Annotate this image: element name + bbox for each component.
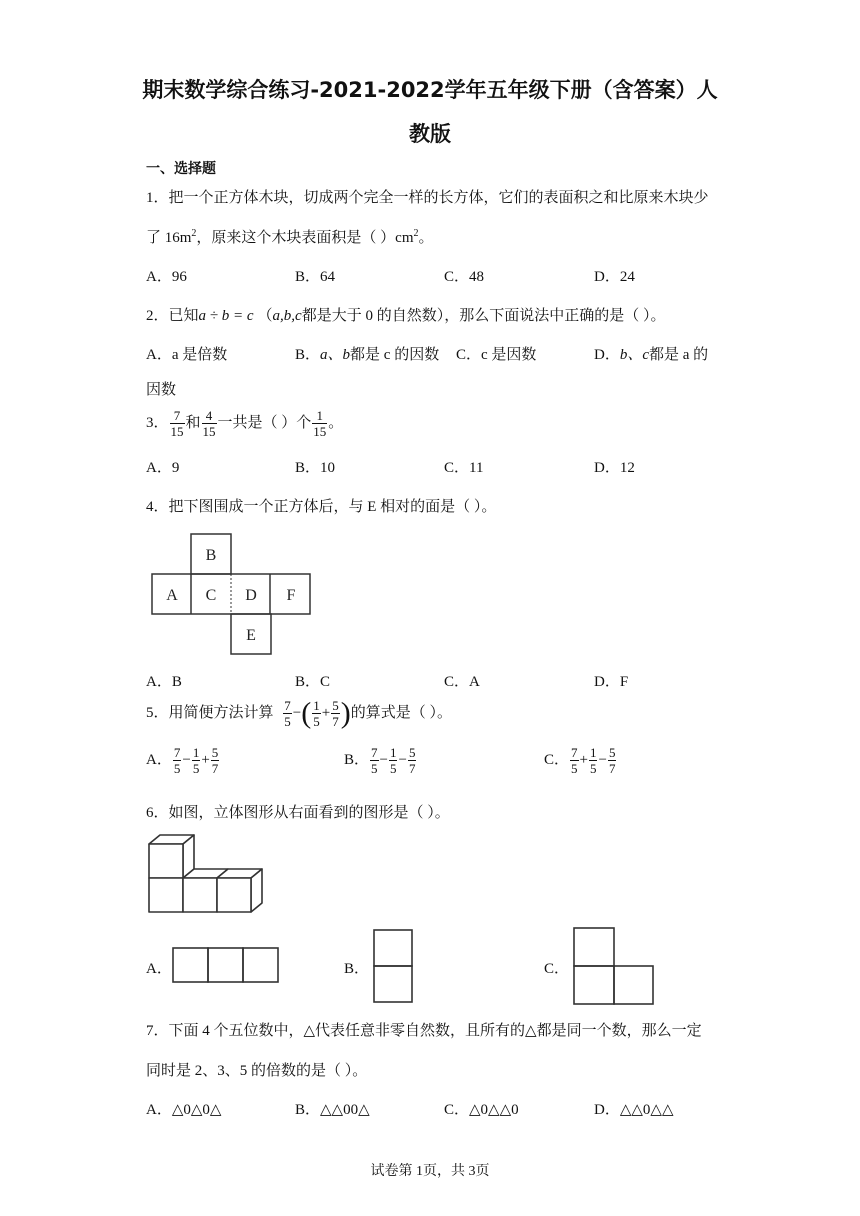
q4-option-c[interactable]: C．A bbox=[444, 674, 480, 690]
q2-optd-text: 都是 a 的 bbox=[649, 347, 709, 363]
q2-expression: a ÷ b = c bbox=[198, 308, 254, 324]
q2-option-c[interactable]: C．c 是因数 bbox=[456, 347, 537, 363]
q6-option-b-label[interactable]: B． bbox=[344, 961, 370, 977]
q5-opt-a-f2: $\frac{1}{5}$ bbox=[192, 745, 200, 776]
net-label-a: A bbox=[166, 587, 178, 604]
q2-optb-vars: a、b bbox=[320, 347, 351, 363]
page-footer: 试卷第 1页，共 3页 bbox=[370, 1164, 490, 1179]
q1-text-b: ，原来这个木块表面积是（ ）cm bbox=[196, 230, 414, 246]
q2-option-b[interactable] bbox=[295, 343, 439, 364]
q3-fraction-1: $\frac{7}{15}$ bbox=[170, 408, 184, 439]
q5-opt-a-label: A． bbox=[146, 751, 172, 768]
q5-frac-b: $\frac{1}{5}$ bbox=[313, 698, 320, 729]
q3-and: 和 bbox=[185, 414, 201, 431]
question-6: 6．如图，立体图形从右面看到的图形是（ ）。 bbox=[146, 805, 450, 821]
question-1-line2 bbox=[146, 226, 434, 247]
q5-opt-c-f3: $\frac{5}{7}$ bbox=[608, 745, 616, 776]
q3-mid: 一共是（ ）个 bbox=[217, 414, 312, 431]
q2-optb-text: 都是 c 的因数 bbox=[350, 347, 440, 363]
net-label-e: E bbox=[246, 627, 256, 644]
q1-option-a[interactable]: A．96 bbox=[146, 269, 187, 285]
q4-option-d[interactable]: D．F bbox=[594, 674, 629, 690]
q7-option-a[interactable]: A．△0△0△ bbox=[146, 1102, 222, 1118]
page-title-line1: 期末数学综合练习-2021-2022学年五年级下册（含答案）人 bbox=[142, 78, 718, 102]
q3-end: 。 bbox=[328, 414, 344, 431]
q2-optd-vars: b、c bbox=[619, 347, 650, 363]
q4-option-b[interactable]: B．C bbox=[295, 674, 331, 690]
q2-prefix: 2．已知 bbox=[146, 308, 199, 324]
page-title-line2: 教版 bbox=[409, 122, 451, 146]
question-7-line1: 7．下面 4 个五位数中，△代表任意非零自然数，且所有的△都是同一个数，那么一定 bbox=[146, 1023, 702, 1039]
q5-opt-b-op1: − bbox=[379, 751, 388, 768]
q5-paren-close: ) bbox=[340, 696, 351, 730]
q2-option-d[interactable] bbox=[594, 343, 708, 364]
q5-opt-a-op2: + bbox=[201, 751, 210, 768]
q4-option-a[interactable]: A．B bbox=[146, 674, 182, 690]
net-label-c: C bbox=[205, 587, 217, 604]
q6-option-a-label[interactable]: A． bbox=[146, 961, 172, 977]
q3-fraction-3: $\frac{1}{15}$ bbox=[313, 408, 327, 439]
q2-paren-open: （ bbox=[257, 308, 273, 324]
q5-opt-c-f1: $\frac{7}{5}$ bbox=[571, 745, 578, 776]
q2-option-d-cont: 因数 bbox=[146, 382, 177, 398]
q5-paren-open: ( bbox=[301, 696, 312, 730]
q5-frac-c: $\frac{5}{7}$ bbox=[332, 698, 339, 729]
q5-opt-b-f2: $\frac{1}{5}$ bbox=[389, 745, 397, 776]
q3-option-b[interactable]: B．10 bbox=[295, 460, 336, 476]
q5-opt-c-op2: − bbox=[598, 751, 607, 768]
q5-opt-a-f1: $\frac{7}{5}$ bbox=[173, 745, 181, 776]
q5-opt-c-label: C． bbox=[544, 751, 570, 768]
solid-figure bbox=[146, 832, 266, 916]
q2-vars: a,b,c bbox=[272, 308, 302, 324]
q6-option-b-figure[interactable] bbox=[372, 928, 416, 1006]
q3-option-a[interactable]: A．9 bbox=[146, 460, 180, 476]
q6-option-c-figure[interactable] bbox=[572, 926, 656, 1006]
q5-opt-a-op1: − bbox=[182, 751, 191, 768]
net-label-b: B bbox=[205, 547, 217, 564]
q3-prefix: 3． bbox=[146, 414, 169, 431]
q2-text: 都是大于 0 的自然数），那么下面说法中正确的是（ ）。 bbox=[301, 308, 666, 324]
q1-option-d[interactable]: D．24 bbox=[594, 269, 635, 285]
q5-minus: − bbox=[292, 704, 302, 721]
q5-opt-b-label: B． bbox=[344, 751, 370, 768]
q5-opt-a-f3: $\frac{5}{7}$ bbox=[211, 745, 219, 776]
question-4: 4．把下图围成一个正方体后，与 E 相对的面是（ ）。 bbox=[146, 499, 497, 515]
section-heading: 一、选择题 bbox=[146, 161, 216, 177]
q5-opt-c-op1: + bbox=[579, 751, 588, 768]
q5-prefix: 5．用简便方法计算 bbox=[146, 704, 274, 721]
q5-option-c[interactable] bbox=[544, 745, 617, 776]
q6-option-c-label[interactable]: C． bbox=[544, 961, 570, 977]
q7-option-c[interactable]: C．△0△△0 bbox=[444, 1102, 519, 1118]
q5-frac-a: $\frac{7}{5}$ bbox=[284, 698, 291, 729]
net-label-f: F bbox=[286, 587, 296, 604]
cube-net-figure bbox=[150, 532, 312, 656]
q1-option-b[interactable]: B．64 bbox=[295, 269, 336, 285]
q1-sup1: 2 bbox=[191, 228, 197, 239]
q5-opt-c-f2: $\frac{1}{5}$ bbox=[589, 745, 597, 776]
q5-plus: + bbox=[321, 704, 331, 721]
net-label-d: D bbox=[245, 587, 257, 604]
question-5 bbox=[146, 698, 452, 729]
q2-optb-label: B． bbox=[295, 347, 321, 363]
q5-opt-b-op2: − bbox=[398, 751, 407, 768]
q7-option-b[interactable]: B．△△00△ bbox=[295, 1102, 370, 1118]
q1-text-a: 了 16m bbox=[146, 230, 192, 246]
question-2 bbox=[146, 304, 665, 325]
q6-option-a-figure[interactable] bbox=[171, 946, 281, 984]
question-7-line2: 同时是 2、3、5 的倍数的是（ ）。 bbox=[146, 1063, 368, 1079]
q1-text-c: 。 bbox=[418, 230, 434, 246]
q5-opt-b-f3: $\frac{5}{7}$ bbox=[408, 745, 416, 776]
q5-option-a[interactable] bbox=[146, 745, 220, 776]
q3-option-d[interactable]: D．12 bbox=[594, 460, 635, 476]
q3-option-c[interactable]: C．11 bbox=[444, 460, 484, 476]
q2-optd-label: D． bbox=[594, 347, 620, 363]
q1-option-c[interactable]: C．48 bbox=[444, 269, 485, 285]
q3-fraction-2: $\frac{4}{15}$ bbox=[202, 408, 216, 439]
q5-option-b[interactable] bbox=[344, 745, 417, 776]
q1-sup2: 2 bbox=[413, 228, 419, 239]
question-1-line1: 1．把一个正方体木块，切成两个完全一样的长方体，它们的表面积之和比原来木块少 bbox=[146, 190, 709, 206]
q5-suffix: 的算式是（ ）。 bbox=[350, 704, 452, 721]
q5-opt-b-f1: $\frac{7}{5}$ bbox=[371, 745, 378, 776]
question-3 bbox=[146, 408, 343, 439]
q7-option-d[interactable]: D．△△0△△ bbox=[594, 1102, 674, 1118]
q2-option-a[interactable]: A．a 是倍数 bbox=[146, 347, 228, 363]
